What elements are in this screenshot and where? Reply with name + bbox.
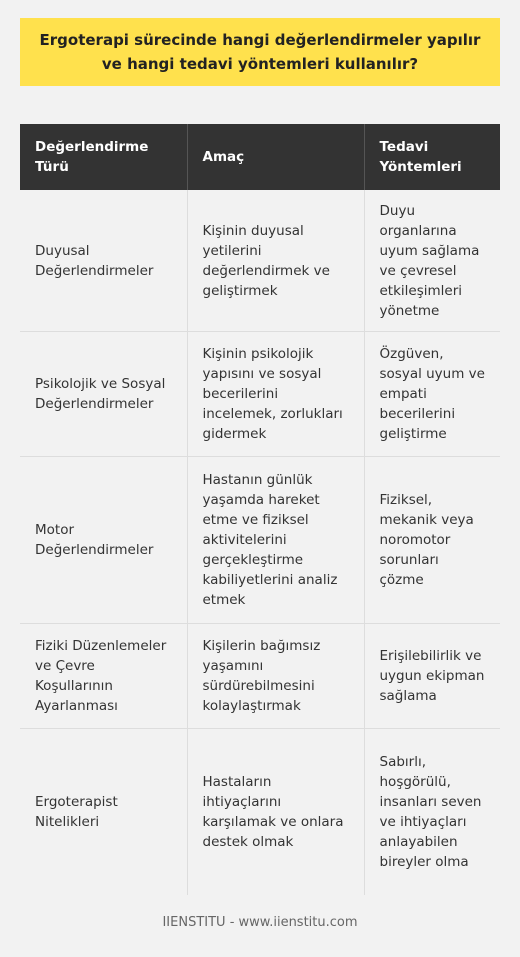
page-title: Ergoterapi sürecinde hangi değerlendirmeler yapılır ve hangi tedavi yöntemleri kullanılır?	[39, 31, 481, 73]
header-treatment-methods: Tedavi Yöntemleri	[364, 124, 500, 190]
table-row	[20, 624, 500, 729]
cell-assessment-type: Duyusal Değerlendirmeler	[20, 190, 187, 332]
table-header-row	[20, 124, 500, 190]
cell-treatment: Özgüven, sosyal uyum ve empati becerilerini geliştirme	[364, 332, 500, 457]
cell-purpose: Kişilerin bağımsız yaşamını sürdürebilmesini kolaylaştırmak	[187, 624, 364, 729]
cell-purpose: Hastaların ihtiyaçlarını karşılamak ve onlara destek olmak	[187, 729, 364, 896]
table-row	[20, 457, 500, 624]
footer-credit: IIENSTITU - www.iienstitu.com	[162, 915, 358, 930]
header-assessment-type: Değerlendirme Türü	[20, 124, 187, 190]
cell-treatment: Duyu organlarına uyum sağlama ve çevresel etkileşimleri yönetme	[364, 190, 500, 332]
cell-assessment-type: Ergoterapist Nitelikleri	[20, 729, 187, 896]
cell-treatment: Sabırlı, hoşgörülü, insanları seven ve ihtiyaçları anlayabilen bireyler olma	[364, 729, 500, 896]
cell-assessment-type: Motor Değerlendirmeler	[20, 457, 187, 624]
table-row	[20, 332, 500, 457]
cell-purpose: Kişinin duyusal yetilerini değerlendirmek ve geliştirmek	[187, 190, 364, 332]
cell-assessment-type: Fiziki Düzenlemeler ve Çevre Koşullarının Ayarlanması	[20, 624, 187, 729]
cell-assessment-type: Psikolojik ve Sosyal Değerlendirmeler	[20, 332, 187, 457]
cell-treatment: Fiziksel, mekanik veya noromotor sorunları çözme	[364, 457, 500, 624]
header-purpose: Amaç	[187, 124, 364, 190]
title-banner	[20, 18, 500, 86]
cell-treatment: Erişilebilirlik ve uygun ekipman sağlama	[364, 624, 500, 729]
assessment-table	[20, 124, 500, 895]
table-row	[20, 729, 500, 896]
table-row	[20, 190, 500, 332]
cell-purpose: Kişinin psikolojik yapısını ve sosyal becerilerini incelemek, zorlukları gidermek	[187, 332, 364, 457]
cell-purpose: Hastanın günlük yaşamda hareket etme ve fiziksel aktivitelerini gerçekleştirme kabiliyetlerini analiz etmek	[187, 457, 364, 624]
